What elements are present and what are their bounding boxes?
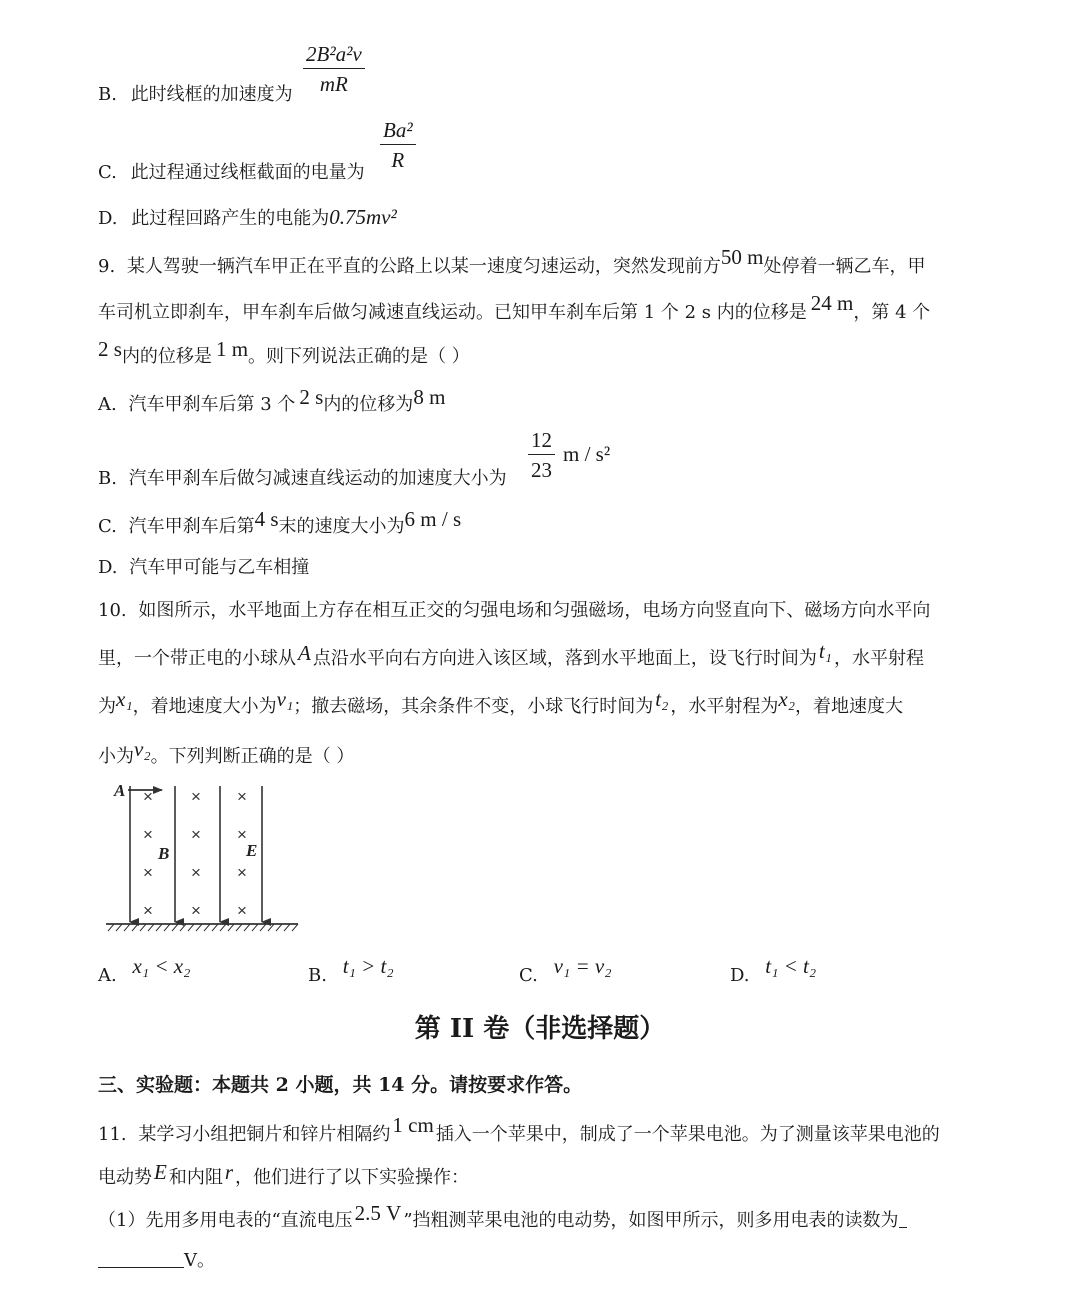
fraction-bar [380, 144, 416, 145]
question-number: 9. [98, 256, 116, 277]
option-label: C. [519, 965, 538, 986]
q10-option-c [519, 954, 612, 987]
text: 插入一个苹果中，制成了一个苹果电池。为了测量该苹果电池的 [435, 1124, 940, 1145]
x1-symbol: x₁ [116, 687, 133, 711]
time-value: 2 s [299, 385, 324, 409]
option-expression: t₁ < t₂ [765, 954, 817, 978]
cross-mark: × [237, 825, 247, 844]
cross-mark: × [143, 825, 153, 844]
q9-option-c [98, 507, 462, 538]
range-value: 2.5 V [354, 1201, 402, 1225]
q10-option-a [98, 954, 191, 987]
question-number: 11. [98, 1124, 127, 1145]
point-a-symbol: A [298, 641, 311, 665]
answer-blank-tail [899, 1209, 907, 1228]
text: ，着地速度大 [795, 696, 904, 717]
x2-symbol: x₂ [778, 687, 796, 711]
q9-option-a [98, 385, 446, 416]
cross-mark: × [143, 787, 153, 806]
fraction-bar [303, 68, 365, 69]
fraction-denominator: R [391, 148, 405, 172]
fraction-bar [528, 454, 555, 455]
text: 如图所示，水平地面上方存在相互正交的匀强电场和匀强磁场，电场方向竖直向下、磁场方向水平向 [138, 600, 931, 621]
q11-answer-line [98, 1246, 215, 1272]
time-value: 2 s [98, 337, 122, 361]
gap-value: 1 cm [392, 1113, 434, 1137]
fraction-denominator: mR [319, 72, 348, 96]
v1-symbol: v₁ [276, 687, 294, 711]
unit-label: V。 [184, 1250, 215, 1271]
label-e: E [246, 841, 258, 860]
t2-symbol: t₂ [655, 687, 669, 711]
option-text: 汽车甲刹车后第 [128, 516, 255, 537]
cross-mark: × [191, 825, 201, 844]
q10-option-b [308, 954, 394, 987]
acceleration-unit: m / s² [563, 442, 611, 466]
q8-option-b [98, 80, 293, 106]
option-text: 汽车甲刹车后第 3 个 [128, 394, 296, 415]
option-text: 此过程回路产生的电能为 [131, 208, 330, 229]
q9-line-3 [98, 337, 470, 368]
distance-value: 50 m [720, 245, 764, 269]
text: 处停着一辆乙车，甲 [763, 256, 926, 277]
emf-symbol: E [154, 1160, 167, 1184]
fraction-charge [380, 118, 416, 172]
text: 内的位移是 [121, 346, 212, 367]
cross-mark: × [191, 863, 201, 882]
option-text: 汽车甲刹车后做匀减速直线运动的加速度大小为 [128, 468, 507, 489]
cross-mark: × [191, 901, 201, 920]
text: 里，一个带正电的小球从 [98, 648, 296, 669]
text: （1）先用多用电表的“直流电压 [98, 1210, 353, 1231]
option-text: 内的位移为 [323, 394, 414, 415]
q10-line-3 [98, 687, 904, 718]
velocity-value: 6 m / s [404, 507, 462, 531]
text: ；撤去磁场，其余条件不变，小球飞行时间为 [293, 696, 654, 717]
option-expression: x₁ < x₂ [132, 954, 191, 978]
option-label: D. [730, 965, 750, 986]
cross-mark: × [143, 901, 153, 920]
q8-option-c [98, 158, 365, 184]
option-text: 汽车甲可能与乙车相撞 [129, 557, 310, 578]
fraction-acceleration-value [528, 428, 555, 482]
text: ，水平射程 [833, 648, 924, 669]
option-expression: v₁ = v₂ [553, 954, 612, 978]
text: ，着地速度大小为 [132, 696, 277, 717]
fraction-acceleration [303, 42, 365, 96]
q10-option-d [730, 954, 817, 987]
option-label: C. [98, 516, 117, 537]
text: ”挡粗测苹果电池的电动势，如图甲所示，则多用电表的读数为 [403, 1210, 899, 1231]
fraction-numerator: 12 [531, 428, 552, 452]
q9-line-2 [98, 291, 931, 324]
text: 车司机立即刹车，甲车刹车后做匀减速直线运动。已知甲车刹车后第 1 个 2 s 内的位移是 [98, 302, 807, 323]
cross-mark: × [143, 863, 153, 882]
option-label: A. [98, 394, 117, 415]
option-label: B. [98, 468, 117, 489]
text: ，第 4 个 [853, 302, 931, 323]
text: ，水平射程为 [670, 696, 779, 717]
q11-subquestion-1 [98, 1201, 907, 1232]
option-label: C. [98, 162, 117, 183]
text: 。则下列说法正确的是（ ） [248, 346, 470, 367]
v2-symbol: v₂ [134, 737, 151, 761]
text: 小为 [98, 746, 134, 767]
option-text: 末的速度大小为 [278, 516, 405, 537]
label-a: A [114, 781, 126, 800]
fraction-numerator: 2B²a²v [306, 42, 362, 66]
q9-option-d [98, 553, 309, 579]
option-label: B. [98, 84, 117, 105]
option-text: 此过程通过线框截面的电量为 [130, 162, 365, 183]
option-text: 此时线框的加速度为 [130, 84, 293, 105]
resistance-symbol: r [224, 1160, 234, 1184]
question-number: 10. [98, 600, 127, 621]
q9-line-1 [98, 245, 926, 278]
part-two-title: 第 II 卷（非选择题） [414, 1014, 666, 1044]
text: 某学习小组把铜片和锌片相隔约 [138, 1124, 391, 1145]
text: 电动势 [98, 1167, 152, 1188]
cross-mark: × [191, 787, 201, 806]
option-label: D. [98, 557, 118, 578]
text: 某人驾驶一辆汽车甲正在平直的公路上以某一速度匀速运动，突然发现前方 [126, 256, 721, 277]
time-value: 4 s [254, 507, 279, 531]
text: 点沿水平向右方向进入该区域，落到水平地面上，设飞行时间为 [312, 648, 817, 669]
text: ，他们进行了以下实验操作： [235, 1167, 470, 1188]
energy-value: 0.75mv² [329, 205, 397, 229]
option-expression: t₁ > t₂ [342, 954, 394, 978]
displacement-value: 24 m [810, 291, 854, 315]
option-label: A. [98, 965, 117, 986]
t1-symbol: t₁ [818, 639, 832, 663]
field-diagram [100, 776, 310, 936]
fraction-numerator: Ba² [383, 118, 413, 142]
option-label: D. [98, 208, 118, 229]
displacement-value: 1 m [215, 337, 249, 361]
q10-line-4 [98, 737, 355, 768]
q11-line-2 [98, 1160, 470, 1189]
text: 和内阻 [168, 1167, 223, 1188]
text: 。下列判断正确的是（ ） [150, 746, 355, 767]
cross-mark: × [237, 863, 247, 882]
label-b: B [158, 844, 170, 863]
section-three-title: 三、实验题：本题共 2 小题，共 14 分。请按要求作答。 [98, 1074, 583, 1096]
q10-line-1 [98, 596, 930, 622]
ground-hatching [108, 924, 298, 931]
answer-blank[interactable] [98, 1249, 184, 1268]
cross-mark: × [237, 901, 247, 920]
cross-mark: × [237, 787, 247, 806]
q10-line-2 [98, 639, 924, 670]
text: 为 [98, 696, 116, 717]
option-label: B. [308, 965, 327, 986]
displacement-value: 8 m [413, 385, 446, 409]
q8-option-d [98, 204, 397, 230]
q9-option-b [98, 464, 507, 490]
fraction-denominator: 23 [531, 458, 552, 482]
q11-line-1 [98, 1113, 940, 1146]
